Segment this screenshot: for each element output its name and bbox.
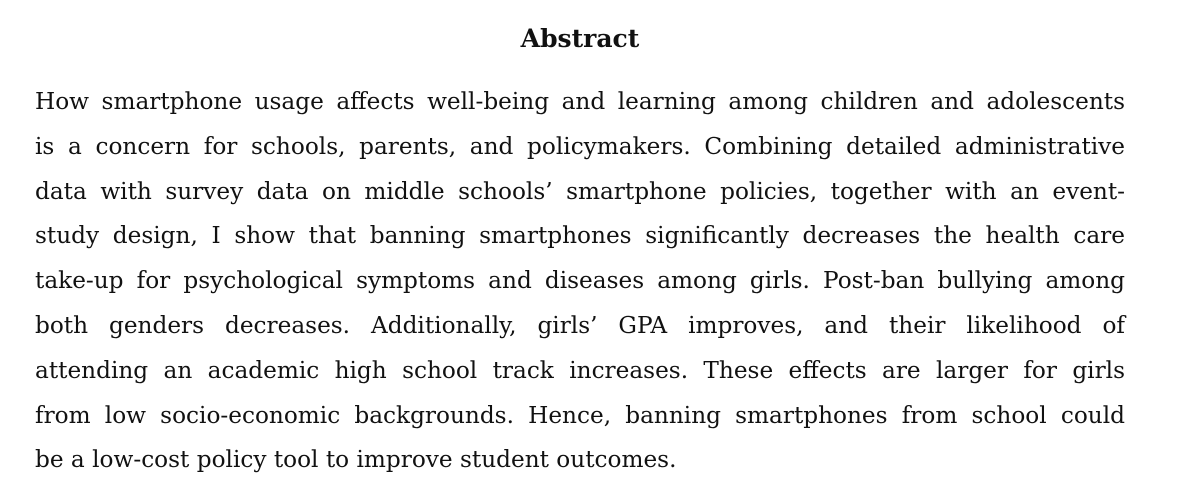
abstract-body — [35, 80, 1125, 483]
abstract-line: data with survey data on middle schools’ smartphone policies, together with an event- — [35, 177, 1125, 205]
abstract-line: attending an academic high school track increases. These effects are larger for girls — [35, 356, 1125, 384]
abstract-line: be a low-cost policy tool to improve student outcomes. — [35, 446, 677, 474]
abstract-line: take-up for psychological symptoms and diseases among girls. Post-ban bullying among — [35, 267, 1125, 295]
abstract-heading: Abstract — [520, 24, 640, 53]
abstract-line: How smartphone usage affects well-being and learning among children and adolescents — [35, 88, 1125, 115]
abstract-line: from low socio-economic backgrounds. Hence, banning smartphones from school could — [35, 401, 1125, 429]
abstract-line: study design, I show that banning smartphones significantly decreases the health care — [35, 222, 1125, 250]
abstract-line: both genders decreases. Additionally, girls’ GPA improves, and their likelihood of — [35, 311, 1125, 339]
abstract-line: is a concern for schools, parents, and policymakers. Combining detailed administrative — [35, 132, 1125, 160]
